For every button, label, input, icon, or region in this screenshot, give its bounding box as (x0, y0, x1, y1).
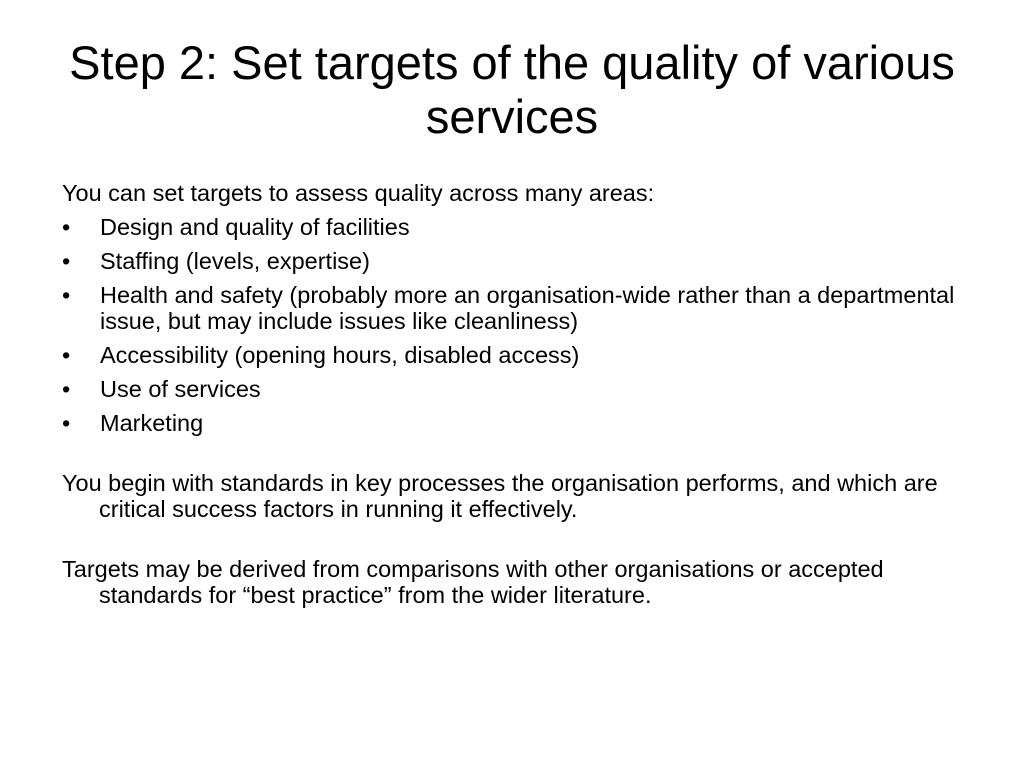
list-item (62, 410, 982, 436)
paragraph-spacer (62, 530, 982, 556)
bullet-text: Marketing (100, 410, 204, 436)
list-item (62, 248, 982, 274)
slide-title: Step 2: Set targets of the quality of various services (69, 36, 955, 143)
bullet-text: Accessibility (opening hours, disabled access) (100, 342, 580, 368)
bullet-icon: • (62, 342, 71, 368)
bullet-icon: • (62, 410, 71, 436)
bullet-text: Health and safety (probably more an organisation-wide rather than a departmental issue, but may include issues like cleanliness) (100, 282, 955, 334)
bullet-text: Staffing (levels, expertise) (100, 248, 370, 274)
slide-body (62, 180, 982, 616)
bullet-icon: • (62, 376, 71, 402)
targets-paragraph: Targets may be derived from comparisons with other organisations or accepted standards for “best practice” from the wider literature. (62, 556, 884, 608)
bullet-list (62, 214, 982, 436)
list-item (62, 214, 982, 240)
intro-text: You can set targets to assess quality across many areas: (62, 180, 655, 206)
paragraph-spacer (62, 444, 982, 470)
list-item (62, 376, 982, 402)
bullet-text: Use of services (100, 376, 261, 402)
bullet-icon: • (62, 282, 71, 308)
list-item (62, 282, 982, 334)
bullet-icon: • (62, 214, 71, 240)
bullet-text: Design and quality of facilities (100, 214, 410, 240)
list-item (62, 342, 982, 368)
bullet-icon: • (62, 248, 71, 274)
standards-paragraph: You begin with standards in key processes the organisation performs, and which are critical success factors in running it effectively. (62, 470, 938, 522)
